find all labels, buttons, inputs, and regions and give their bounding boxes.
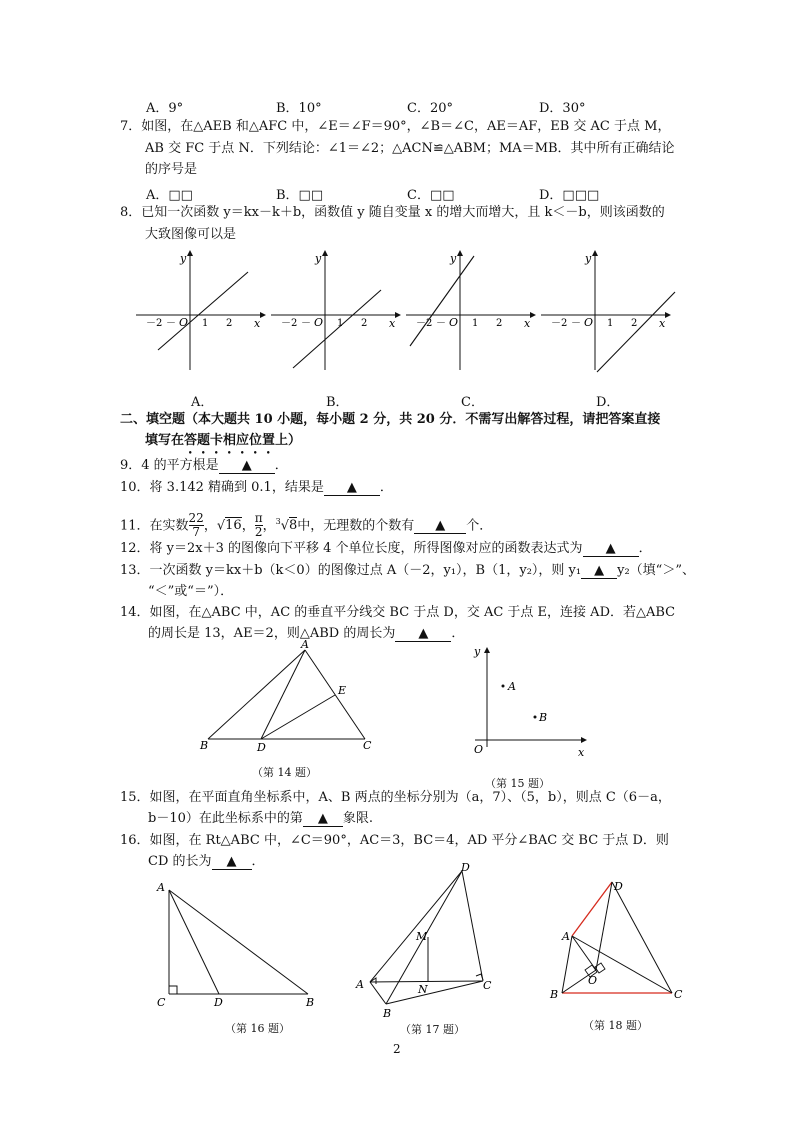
answer-blank[interactable]: ▲: [414, 519, 466, 534]
tick-neg1: －: [301, 318, 311, 329]
q8-option-c: C．: [461, 395, 484, 410]
q8-graph-a: [130, 250, 265, 380]
point-d-label: D: [257, 741, 266, 754]
section2-heading-line1: 二、填空题（本大题共 10 小题，每小题 2 分，共 20 分．不需写出解答过程，请把答案直接: [120, 412, 661, 427]
axis-x-label: x: [578, 746, 585, 759]
q12: 12．将 y＝2x＋3 的图像向下平移 4 个单位长度，所得图像对应的函数表达式为 ▲ ．: [120, 541, 652, 556]
q16-line-2: CD 的长为 ▲ ．: [148, 854, 265, 869]
answer-blank[interactable]: ▲: [303, 812, 343, 827]
point-n-label: N: [418, 983, 428, 996]
graph-line: [410, 256, 474, 346]
q11: 11．在实数 $\frac{22}{7}$ ，√16， $\frac{\pi}{2}$ ，$^3$√8中，无理数的个数有 ▲ 个．: [120, 511, 493, 540]
q10: 10．将 3.142 精确到 0.1，结果是 ▲ ．: [120, 480, 393, 495]
point-o-label: O: [588, 974, 598, 987]
point-d-label: D: [614, 880, 623, 893]
section2-heading-line2: 填写在答题卡相应位置上）: [145, 433, 302, 448]
q7-line-1: 7．如图，在△AEB 和△AFC 中，∠E＝∠F＝90°，∠B＝∠C，AE＝AF，EB 交 AC 于点 M，: [120, 119, 671, 134]
graph-line: [597, 292, 675, 372]
q6-option-b: B．10°: [276, 101, 322, 116]
figure-15-caption: （第 15 题）: [485, 777, 550, 790]
q8-graph-c: [400, 250, 535, 380]
figure-17: [350, 862, 500, 1022]
answer-blank[interactable]: ▲: [395, 627, 451, 642]
answer-blank[interactable]: ▲: [219, 459, 275, 474]
figure-14: [195, 638, 385, 757]
point-a-label: A: [562, 930, 570, 943]
point-b: [534, 716, 537, 719]
tick-neg1: －: [571, 318, 581, 329]
axis-x-label: x: [659, 317, 666, 330]
tick-2: 2: [361, 318, 368, 329]
point-b-label: B: [306, 996, 315, 1009]
figure-17-caption: （第 17 题）: [400, 1023, 465, 1036]
figure-14-caption: （第 14 题）: [252, 766, 317, 779]
q8-option-a: A．: [191, 395, 214, 410]
point-a-label: A: [157, 881, 165, 894]
q6-option-a: A．9°: [146, 101, 184, 116]
q9: 9．4 的平方根是 ▲ ．: [120, 458, 288, 473]
origin-label: O: [474, 743, 484, 756]
q16-line-1: 16．如图，在 Rt△ABC 中，∠C＝90°，AC＝3，BC＝4，AD 平分∠BAC 交 BC 于点 D．则: [120, 833, 669, 848]
axis-x-label: x: [389, 317, 396, 330]
tick-2: 2: [496, 318, 503, 329]
point-c-label: C: [483, 979, 492, 992]
tick-neg2: －2: [281, 318, 298, 329]
tick-neg2: －2: [551, 318, 568, 329]
figure-16-caption: （第 16 题）: [225, 1022, 290, 1035]
axis-y-label: y: [180, 252, 187, 265]
point-b-label: B: [200, 739, 209, 752]
answer-blank[interactable]: ▲: [583, 542, 639, 557]
q7-option-a: A．□□: [146, 188, 193, 203]
point-d-label: D: [461, 861, 470, 874]
origin-label: O: [449, 316, 459, 329]
tick-1: 1: [202, 318, 209, 329]
q8-option-d: D．: [596, 395, 620, 410]
q14-line-2: 的周长是 13，AE＝2，则△ABD 的周长为 ▲ ．: [148, 626, 465, 641]
q15-line-1: 15．如图，在平面直角坐标系中，A、B 两点的坐标分别为（a，7）、（5，b），则点 C（6－a，: [120, 790, 671, 805]
q8-line-2: 大致图像可以是: [145, 227, 237, 242]
q13-line-2: “＜”或“＝”）．: [148, 584, 234, 599]
figure-15: [465, 645, 595, 760]
point-b-label: B: [539, 711, 548, 724]
answer-blank[interactable]: ▲: [324, 481, 380, 496]
q7-option-c: C．□□: [407, 188, 455, 203]
q8-option-b: B．: [326, 395, 349, 410]
figure-15-caption-wrap: [485, 775, 575, 790]
point-b-label: B: [383, 1007, 392, 1020]
origin-label: O: [314, 316, 324, 329]
q7-line-3: 的序号是: [145, 162, 198, 177]
figure-18-caption: （第 18 题）: [583, 1019, 648, 1032]
figure-18: [540, 870, 690, 1010]
tick-neg2: －2: [416, 318, 433, 329]
axis-x-label: x: [254, 317, 261, 330]
point-c-label: C: [674, 988, 683, 1001]
point-a-label: A: [356, 978, 364, 991]
answer-blank[interactable]: ▲: [212, 855, 252, 870]
axis-y-label: y: [585, 252, 592, 265]
axis-y-label: y: [450, 252, 457, 265]
q8-graph-b: [265, 250, 400, 380]
q6-option-c: C．20°: [407, 101, 453, 116]
point-e-label: E: [338, 684, 347, 697]
point-a: [502, 685, 505, 688]
point-c-label: C: [363, 739, 372, 752]
axis-x-label: x: [524, 317, 531, 330]
fraction-pi-2: $\frac{\pi}{2}$: [254, 511, 263, 540]
answer-blank[interactable]: ▲: [581, 564, 617, 579]
tick-neg1: －: [436, 318, 446, 329]
tick-1: 1: [472, 318, 479, 329]
fraction-22-7: $\frac{22}{7}$: [188, 511, 204, 540]
q8-graph-d: [535, 250, 680, 380]
point-a-label: A: [508, 680, 516, 693]
tick-neg1: －: [166, 318, 176, 329]
tick-2: 2: [631, 318, 638, 329]
point-a-label: A: [301, 638, 309, 651]
origin-label: O: [584, 316, 594, 329]
graph-line: [158, 272, 248, 350]
q6-option-d: D．30°: [539, 101, 586, 116]
tick-neg2: －2: [146, 318, 163, 329]
q7-line-2: AB 交 FC 于点 N．下列结论：∠1＝∠2；△ACN≌△ABM；MA＝MB．其中所有正确结论: [145, 141, 675, 156]
axis-y-label: y: [474, 645, 481, 658]
tick-2: 2: [226, 318, 233, 329]
q14-line-1: 14．如图，在△ABC 中，AC 的垂直平分线交 BC 于点 D，交 AC 于点 E，连接 AD．若△ABC: [120, 605, 676, 620]
point-d-label: D: [214, 996, 223, 1009]
tick-1: 1: [337, 318, 344, 329]
axis-y-label: y: [315, 252, 322, 265]
q15-line-2: b－10）在此坐标系中的第 ▲ 象限.: [148, 811, 374, 826]
point-b-label: B: [550, 988, 559, 1001]
page-number: 2: [393, 1042, 401, 1056]
point-c-label: C: [157, 996, 166, 1009]
figure-16: [150, 878, 325, 1013]
graph-line: [293, 290, 381, 368]
point-m-label: M: [416, 930, 428, 943]
q13-line-1: 13．一次函数 y＝kx＋b（k＜0）的图像过点 A（－2，y₁），B（1，y₂），则 y₁ ▲ y₂（填“＞”、: [120, 563, 695, 578]
q7-option-b: B．□□: [276, 188, 324, 203]
q7-option-d: D．□□□: [539, 188, 600, 203]
q8-line-1: 8．已知一次函数 y＝kx－k＋b，函数值 y 随自变量 x 的增大而增大，且 k＜－b，则该函数的: [120, 205, 665, 220]
origin-label: O: [179, 316, 189, 329]
tick-1: 1: [607, 318, 614, 329]
